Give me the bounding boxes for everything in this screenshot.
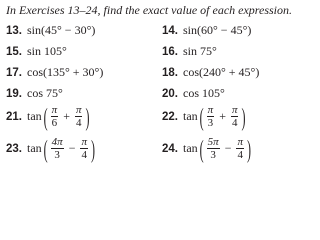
- exercise-number: 15.: [6, 46, 22, 58]
- exercise-20: [162, 86, 225, 101]
- right-paren: ): [241, 101, 246, 132]
- expression: sin(60° − 45°): [183, 23, 252, 37]
- right-paren: ): [90, 133, 95, 164]
- fraction: [80, 136, 88, 161]
- denominator: 4: [75, 117, 82, 129]
- numerator: π: [81, 136, 87, 148]
- function-name: tan: [183, 141, 198, 155]
- right-paren: ): [85, 101, 90, 132]
- denominator: 3: [210, 149, 216, 161]
- function-name: tan: [27, 141, 42, 155]
- numerator: π: [207, 104, 214, 116]
- function-name: tan: [183, 109, 198, 123]
- operator: −: [224, 141, 232, 155]
- exercise-number: 22.: [162, 110, 178, 123]
- fraction: [75, 104, 83, 129]
- exercise-number: 23.: [6, 142, 22, 155]
- exercise-15: [6, 44, 67, 59]
- exercise-number: 24.: [162, 142, 178, 155]
- operator: −: [68, 141, 76, 155]
- expression: sin 105°: [27, 44, 67, 58]
- fraction: [51, 136, 64, 161]
- left-paren: (: [43, 133, 48, 164]
- expression: cos 105°: [183, 86, 225, 100]
- exercise-number: 14.: [162, 25, 178, 37]
- denominator: 4: [231, 117, 238, 129]
- numerator: π: [237, 136, 243, 148]
- left-paren: (: [199, 133, 204, 164]
- right-paren: ): [246, 133, 251, 164]
- numerator: π: [75, 104, 82, 116]
- exercise-23: [6, 133, 96, 164]
- numerator: 4π: [51, 136, 63, 148]
- exercise-14: [162, 23, 251, 38]
- fraction: [51, 104, 59, 129]
- numerator: π: [51, 104, 58, 116]
- exercise-number: 19.: [6, 88, 22, 100]
- exercise-17: [6, 65, 103, 80]
- expression: sin 75°: [183, 44, 217, 58]
- fraction: [236, 136, 244, 161]
- exercise-number: 18.: [162, 67, 178, 79]
- exercise-19: [6, 86, 63, 101]
- exercise-16: [162, 44, 217, 59]
- fraction: [231, 104, 239, 129]
- expression: cos(135° + 30°): [27, 65, 104, 79]
- exercise-22: [162, 101, 246, 132]
- function-name: tan: [27, 109, 42, 123]
- denominator: 6: [51, 117, 58, 129]
- left-paren: (: [199, 101, 204, 132]
- fraction: [207, 136, 220, 161]
- denominator: 3: [207, 117, 214, 129]
- exercise-number: 17.: [6, 67, 22, 79]
- numerator: π: [231, 104, 238, 116]
- denominator: 4: [81, 149, 87, 161]
- denominator: 4: [237, 149, 243, 161]
- left-paren: (: [43, 101, 48, 132]
- operator: +: [219, 109, 226, 123]
- exercise-number: 20.: [162, 88, 178, 100]
- instructions: In Exercises 13–24, find the exact value of each expression.: [6, 3, 293, 17]
- operator: +: [63, 109, 70, 123]
- expression: cos(240° + 45°): [183, 65, 260, 79]
- exercise-number: 13.: [6, 25, 22, 37]
- expression: cos 75°: [27, 86, 63, 100]
- exercise-number: 16.: [162, 46, 178, 58]
- exercise-18: [162, 65, 259, 80]
- exercise-24: [162, 133, 252, 164]
- fraction: [207, 104, 215, 129]
- exercise-21: [6, 101, 90, 132]
- denominator: 3: [54, 149, 60, 161]
- expression: sin(45° − 30°): [27, 23, 96, 37]
- exercise-13: [6, 23, 95, 38]
- exercise-number: 21.: [6, 110, 22, 123]
- numerator: 5π: [207, 136, 219, 148]
